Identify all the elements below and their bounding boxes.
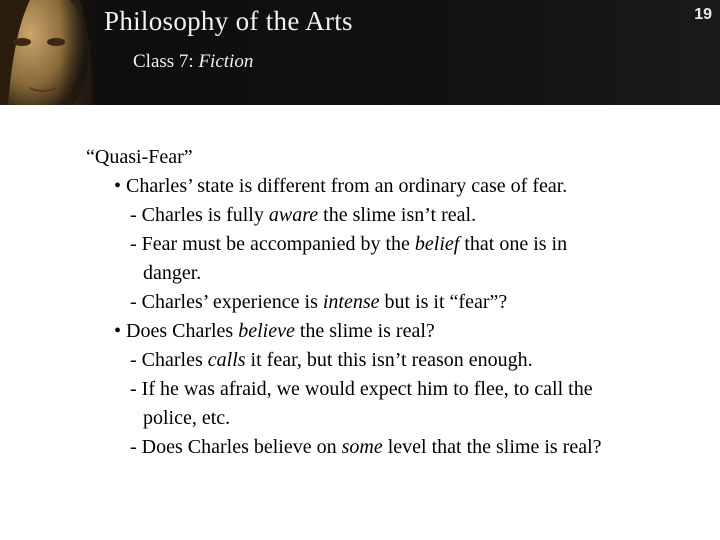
emphasis: calls — [207, 349, 246, 371]
slide-header — [0, 0, 720, 105]
slide-heading: “Quasi-Fear” — [86, 146, 193, 168]
text: - Does Charles believe on — [130, 436, 342, 458]
text: that one is in — [459, 233, 568, 255]
text: - Charles’ experience is — [130, 291, 323, 313]
subtitle-prefix: Class 7: — [133, 51, 199, 72]
emphasis: aware — [268, 204, 319, 226]
bullet-2-sub-2: - If he was afraid, we would expect him to flee, to call the — [130, 378, 593, 400]
emphasis: belief — [414, 233, 460, 255]
bullet-1-sub-2-continuation: danger. — [143, 262, 202, 284]
bullet-1: • Charles’ state is different from an ordinary case of fear. — [114, 175, 568, 197]
slide-body — [86, 143, 602, 462]
slide-number: 19 — [694, 6, 712, 23]
text: level that the slime is real? — [382, 436, 602, 458]
bullet-1-sub-1 — [86, 201, 602, 230]
text: it fear, but this isn’t reason enough. — [245, 349, 533, 371]
bullet-2-sub-1 — [86, 346, 602, 375]
subtitle-topic: Fiction — [198, 51, 254, 72]
emphasis: intense — [322, 291, 380, 313]
text: the slime is real? — [294, 320, 435, 342]
emphasis: some — [341, 436, 383, 458]
text: but is it “fear”? — [379, 291, 508, 313]
text: - Charles is fully — [130, 204, 269, 226]
bullet-2-sub-2-continuation: police, etc. — [143, 407, 231, 429]
text: - Fear must be accompanied by the — [130, 233, 415, 255]
bullet-2-sub-3 — [86, 433, 602, 462]
class-subtitle — [133, 51, 253, 73]
bullet-1-sub-2 — [86, 230, 602, 259]
bullet-2 — [86, 317, 602, 346]
text: • Does Charles — [114, 320, 239, 342]
presentation-title: Philosophy of the Arts — [104, 6, 353, 36]
mona-lisa-portrait-image — [0, 0, 110, 105]
emphasis: believe — [238, 320, 295, 342]
bullet-1-sub-3 — [86, 288, 602, 317]
text: the slime isn’t real. — [318, 204, 477, 226]
text: - Charles — [130, 349, 208, 371]
